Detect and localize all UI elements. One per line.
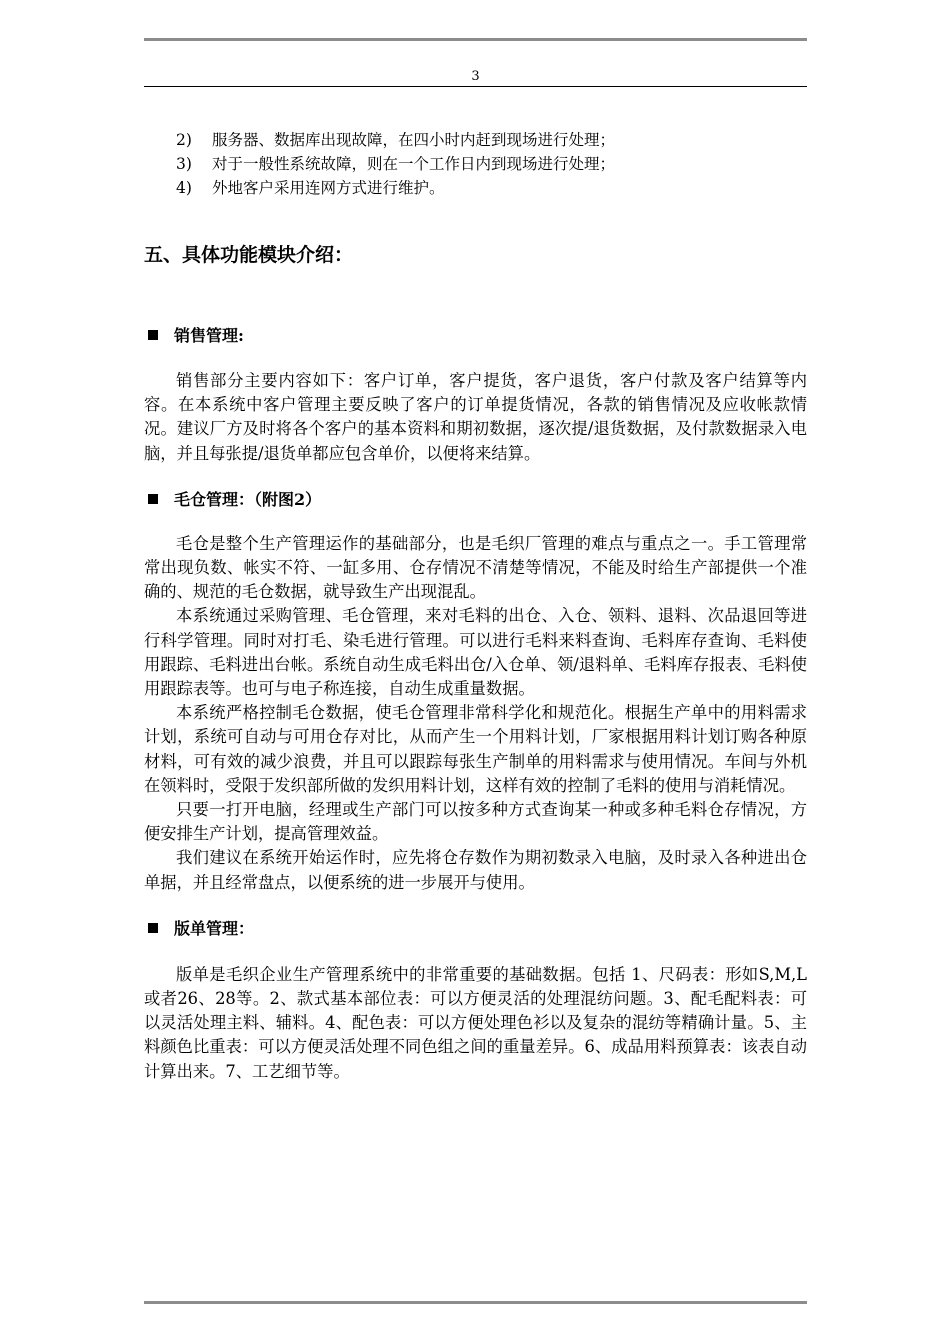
- service-list: [144, 128, 807, 200]
- square-bullet-icon: [148, 330, 158, 340]
- page-number: 3: [471, 69, 480, 84]
- sales-paragraph: 销售部分主要内容如下：客户订单，客户提货，客户退货，客户付款及客户结算等内容。在本系统中客户管理主要反映了客户的订单提货情况，各款的销售情况及应收帐款情况。建议厂方及时将各个客户的基本资料和期初数据，逐次提/退货数据，及付款数据录入电脑，并且每张提/退货单都应包含单价，以便将来结算。: [144, 371, 807, 463]
- wool-paragraph: 毛仓是整个生产管理运作的基础部分，也是毛织厂管理的难点与重点之一。手工管理常常出现负数、帐实不符、一缸多用、仓存情况不清楚等情况，不能及时给生产部提供一个准确的、规范的毛仓数据，就导致生产出现混乱。: [144, 533, 807, 602]
- wool-paragraph: 只要一打开电脑，经理或生产部门可以按多种方式查询某一种或多种毛料仓存情况，方便安排生产计划，提高管理效益。: [144, 800, 807, 844]
- list-item-number: 4): [176, 179, 192, 197]
- square-bullet-icon: [148, 923, 158, 933]
- pattern-paragraph: 版单是毛织企业生产管理系统中的非常重要的基础数据。包括 1、尺码表：形如S,M,L或者26、28等。2、款式基本部位表：可以方便灵活的处理混纺问题。3、配毛配料表：可以灵活处理主料、辅料。4、配色表：可以方便处理色衫以及复杂的混纺等精确计量。5、主料颜色比重表：可以方便灵活处理不同色组之间的重量差异。6、成品用料预算表：该表自动计算出来。7、工艺细节等。: [144, 964, 807, 1081]
- list-item: [144, 176, 807, 200]
- square-bullet-icon: [148, 494, 158, 504]
- footer-rule: [144, 1301, 807, 1304]
- wool-heading: [144, 488, 807, 512]
- sales-heading-text: 销售管理:: [174, 326, 244, 345]
- list-item-text: 对于一般性系统故障，则在一个工作日内到现场进行处理；: [212, 155, 616, 173]
- list-item: [144, 152, 807, 176]
- list-item-number: 3): [176, 155, 192, 173]
- wool-paragraph: 本系统严格控制毛仓数据，使毛仓管理非常科学化和规范化。根据生产单中的用料需求计划，系统可自动与可用仓存对比，从而产生一个用料计划，厂家根据用料计划订购各种原材料，可有效的减少浪费，并且可以跟踪每张生产制单的用料需求与使用情况。车间与外机在领料时，受限于发织部所做的发织用料计划，这样有效的控制了毛料的使用与消耗情况。: [144, 703, 807, 795]
- document-body: [144, 128, 807, 1084]
- header-underline: [144, 86, 807, 87]
- wool-paragraph: 本系统通过采购管理、毛仓管理，来对毛料的出仓、入仓、领料、退料、次品退回等进行科学管理。同时对打毛、染毛进行管理。可以进行毛料来料查询、毛料库存查询、毛料使用跟踪、毛料进出台帐。系统自动生成毛料出仓/入仓单、领/退料单、毛料库存报表、毛料使用跟踪表等。也可与电子称连接，自动生成重量数据。: [144, 606, 807, 699]
- list-item-number: 2): [176, 131, 192, 149]
- list-item: [144, 128, 807, 152]
- header-rule: [144, 38, 807, 41]
- section-title: 五、具体功能模块介绍：: [144, 244, 354, 266]
- wool-paragraph: 我们建议在系统开始运作时，应先将仓存数作为期初数录入电脑，及时录入各种进出仓单据，并且经常盘点，以便系统的进一步展开与使用。: [144, 848, 807, 892]
- pattern-heading-text: 版单管理：: [174, 918, 255, 938]
- sales-heading: [144, 324, 807, 348]
- list-item-text: 服务器、数据库出现故障，在四小时内赶到现场进行处理；: [212, 131, 616, 149]
- wool-heading-text: 毛仓管理：（附图2）: [174, 489, 322, 509]
- pattern-heading: [144, 917, 807, 941]
- list-item-text: 外地客户采用连网方式进行维护。: [212, 179, 445, 197]
